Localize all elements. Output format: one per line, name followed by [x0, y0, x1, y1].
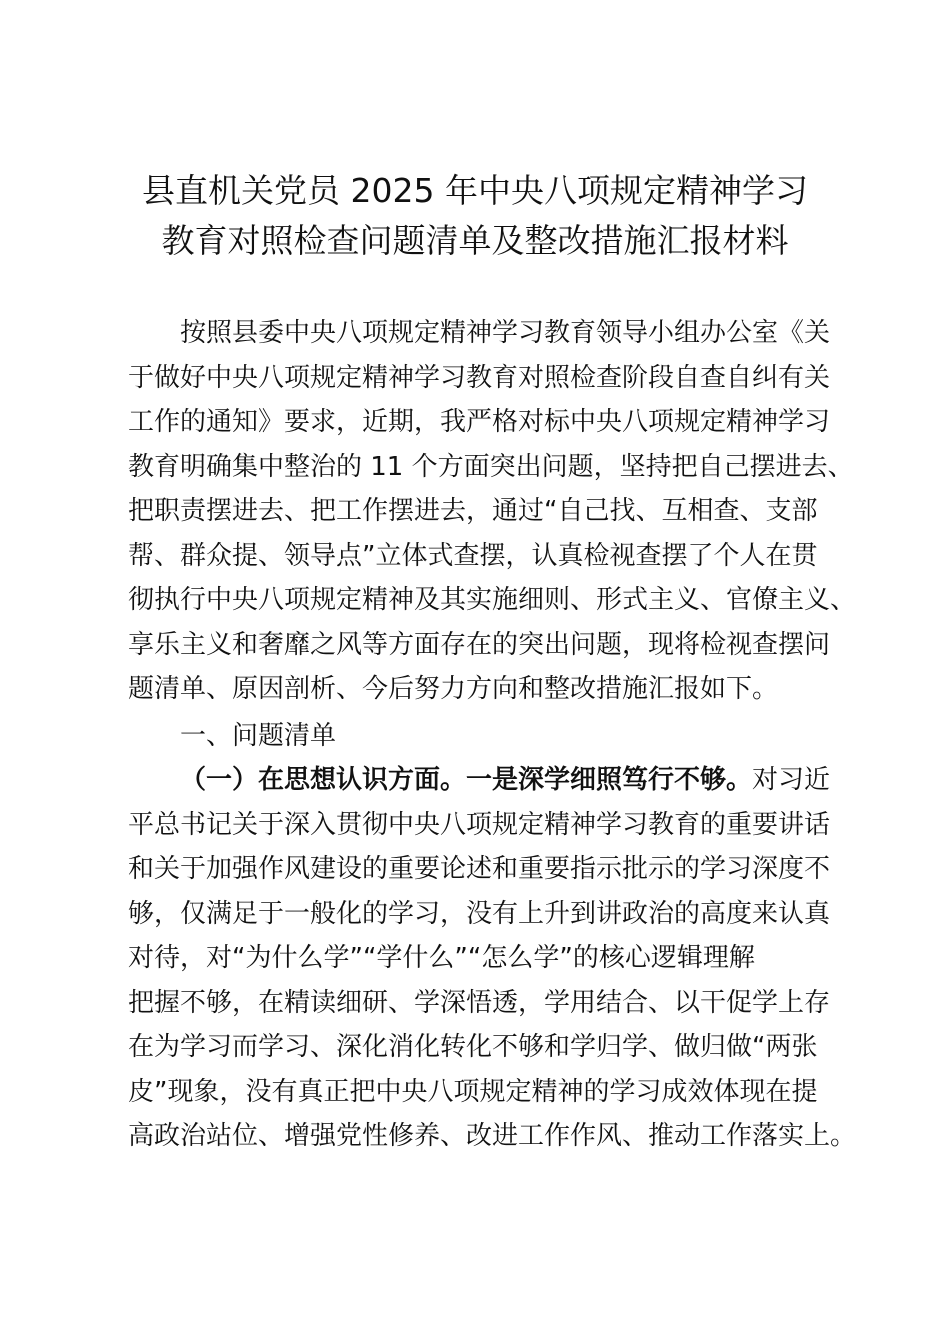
intro-line: 按照县委中央八项规定精神学习教育领导小组办公室《关 — [180, 318, 831, 348]
thinking-line: 皮”现象，没有真正把中央八项规定精神的学习成效体现在提 — [128, 1076, 818, 1107]
intro-line: 帮、群众提、领导点”立体式查摆，认真检视查摆了个人在贯 — [128, 540, 818, 571]
thinking-line: 把握不够，在精读细研、学深悟透，学用结合、以干促学上存 — [128, 987, 831, 1018]
thinking-line: 平总书记关于深入贯彻中央八项规定精神学习教育的重要讲话 — [128, 809, 831, 840]
thinking-line: 对待，对“为什么学”“学什么”“怎么学”的核心逻辑理解 — [128, 943, 755, 973]
thinking-line: 在为学习而学习、深化消化转化不够和学归学、做归做“两张 — [128, 1032, 818, 1062]
thinking-first-line-rest: 对习近 — [752, 765, 831, 795]
intro-line: 彻执行中央八项规定精神及其实施细则、形式主义、官僚主义、 — [128, 585, 857, 615]
thinking-line: 够，仅满足于一般化的学习，没有上升到讲政治的高度来认真 — [128, 898, 831, 929]
intro-line: 工作的通知》要求，近期，我严格对标中央八项规定精神学习 — [128, 407, 831, 437]
intro-line: 享乐主义和奢靡之风等方面存在的突出问题，现将检视查摆问 — [128, 629, 831, 660]
intro-line: 题清单、原因剖析、今后努力方向和整改措施汇报如下。 — [128, 674, 779, 704]
thinking-line: 和关于加强作风建设的重要论述和重要指示批示的学习深度不 — [128, 854, 831, 884]
intro-line: 教育明确集中整治的 11 个方面突出问题，坚持把自己摆进去、 — [128, 451, 854, 482]
thinking-bold-heading: （一）在思想认识方面。一是深学细照笃行不够。 — [180, 765, 753, 795]
thinking-paragraph — [128, 758, 857, 1159]
thinking-line: 高政治站位、增强党性修养、改进工作作风、推动工作落实上。 — [128, 1121, 857, 1151]
title-line-2: 教育对照检查问题清单及整改措施汇报材料 — [161, 221, 789, 260]
intro-paragraph — [128, 311, 857, 712]
intro-line: 把职责摆进去、把工作摆进去，通过“自己找、互相查、支部 — [128, 496, 818, 526]
thinking-first-line — [128, 758, 850, 803]
title-line-1: 县直机关党员 2025 年中央八项规定精神学习 — [142, 171, 808, 210]
intro-line: 于做好中央八项规定精神学习教育对照检查阶段自查自纠有关 — [128, 362, 831, 393]
document-title — [110, 166, 840, 266]
section-heading-problem-list: 一、问题清单 — [180, 721, 337, 751]
